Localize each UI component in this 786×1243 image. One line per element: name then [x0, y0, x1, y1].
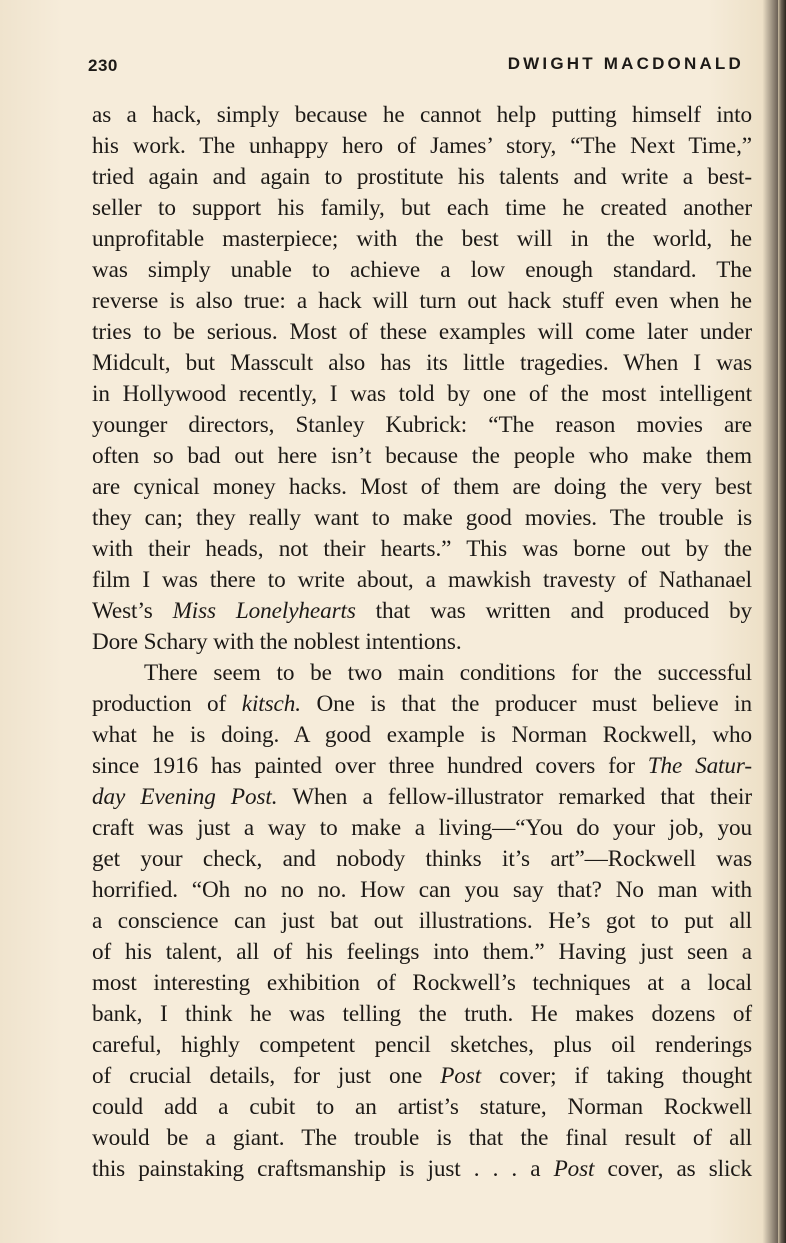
text-run: what he is doing. A good example is Norman Rockwell, who	[92, 722, 752, 748]
italic-text: day Evening Post.	[92, 784, 278, 810]
text-line	[92, 100, 752, 131]
text-line	[92, 1092, 752, 1123]
text-line	[92, 348, 752, 379]
text-run: as a hack, simply because he cannot help putting himself into	[92, 102, 752, 128]
text-line	[92, 379, 752, 410]
text-run: horrified. “Oh no no no. How can you say that? No man with	[92, 877, 752, 903]
text-line	[92, 968, 752, 999]
text-line	[92, 162, 752, 193]
text-line	[92, 720, 752, 751]
text-run: When a fellow-illustrator remarked that their	[277, 784, 752, 810]
italic-text: The Satur-	[647, 753, 752, 779]
italic-text: Post	[553, 1156, 595, 1182]
text-run: this painstaking craftsmanship is just . . . a	[92, 1156, 554, 1182]
text-line	[92, 658, 752, 689]
text-line	[92, 627, 752, 658]
text-run: There seem to be two main conditions for the successful	[144, 660, 752, 686]
text-run: since 1916 has painted over three hundred covers for	[92, 753, 648, 779]
text-run: Dore Schary with the noblest intentions.	[92, 629, 462, 655]
text-run: of crucial details, for just one	[92, 1063, 441, 1089]
text-run: One is that the producer must believe in	[300, 691, 752, 717]
text-line	[92, 503, 752, 534]
text-run: production of	[92, 691, 242, 717]
text-run: his work. The unhappy hero of James’ story, “The Next Time,”	[92, 133, 752, 159]
text-run: bank, I think he was telling the truth. He makes dozens of	[92, 1001, 752, 1027]
text-run: craft was just a way to make a living—“You do your job, you	[92, 815, 752, 841]
text-run: often so bad out here isn’t because the people who make them	[92, 443, 752, 469]
text-run: cover, as slick	[594, 1156, 752, 1182]
text-line	[92, 410, 752, 441]
text-line	[92, 844, 752, 875]
text-line	[92, 255, 752, 286]
text-line	[92, 1123, 752, 1154]
text-line	[92, 689, 752, 720]
text-run: would be a giant. The trouble is that the final result of all	[92, 1125, 752, 1151]
text-line	[92, 472, 752, 503]
text-line	[92, 751, 752, 782]
text-run: in Hollywood recently, I was told by one of the most intelligent	[92, 381, 752, 407]
text-line	[92, 1061, 752, 1092]
text-run: could add a cubit to an artist’s stature, Norman Rockwell	[92, 1094, 752, 1120]
text-run: they can; they really want to make good movies. The trouble is	[92, 505, 752, 531]
text-line	[92, 813, 752, 844]
text-run: get your check, and nobody thinks it’s art”—Rockwell was	[92, 846, 752, 872]
text-run: reverse is also true: a hack will turn out hack stuff even when he	[92, 288, 752, 314]
text-line	[92, 193, 752, 224]
text-run: a conscience can just bat out illustrations. He’s got to put all	[92, 908, 752, 934]
text-run: tried again and again to prostitute his talents and write a best-	[92, 164, 752, 190]
text-line	[92, 565, 752, 596]
text-run: film I was there to write about, a mawkish travesty of Nathanael	[92, 567, 752, 593]
text-line	[92, 1030, 752, 1061]
text-run: are cynical money hacks. Most of them are doing the very best	[92, 474, 752, 500]
text-run: unprofitable masterpiece; with the best will in the world, he	[92, 226, 752, 252]
text-line	[92, 286, 752, 317]
text-line	[92, 596, 752, 627]
running-head: DWIGHT MACDONALD	[507, 54, 744, 73]
text-line	[92, 782, 752, 813]
text-line	[92, 937, 752, 968]
text-run: that was written and produced by	[355, 598, 752, 624]
text-run: with their heads, not their hearts.” This was borne out by the	[92, 536, 752, 562]
italic-text: Post	[440, 1063, 482, 1089]
text-line	[92, 999, 752, 1030]
page-header	[88, 52, 744, 82]
text-run: most interesting exhibition of Rockwell’s techniques at a local	[92, 970, 752, 996]
text-run: Midcult, but Masscult also has its little tragedies. When I was	[92, 350, 752, 376]
text-line	[92, 1154, 752, 1185]
text-run: careful, highly competent pencil sketches, plus oil renderings	[92, 1032, 752, 1058]
text-run: younger directors, Stanley Kubrick: “The reason movies are	[92, 412, 752, 438]
text-line	[92, 224, 752, 255]
text-line	[92, 534, 752, 565]
text-line	[92, 131, 752, 162]
text-line	[92, 441, 752, 472]
text-line	[92, 317, 752, 348]
text-run: was simply unable to achieve a low enough standard. The	[92, 257, 752, 283]
page-edge-shadow	[778, 0, 786, 1243]
italic-text: Miss Lonelyhearts	[172, 598, 356, 624]
body-text	[92, 100, 752, 1185]
text-line	[92, 906, 752, 937]
text-run: of his talent, all of his feelings into them.” Having just seen a	[92, 939, 752, 965]
text-run: cover; if taking thought	[481, 1063, 752, 1089]
text-line	[92, 875, 752, 906]
text-run: seller to support his family, but each time he created another	[92, 195, 752, 221]
text-run: West’s	[92, 598, 173, 624]
italic-text: kitsch.	[241, 691, 301, 717]
text-run: tries to be serious. Most of these examples will come later under	[92, 319, 752, 345]
page-number: 230	[88, 56, 118, 75]
